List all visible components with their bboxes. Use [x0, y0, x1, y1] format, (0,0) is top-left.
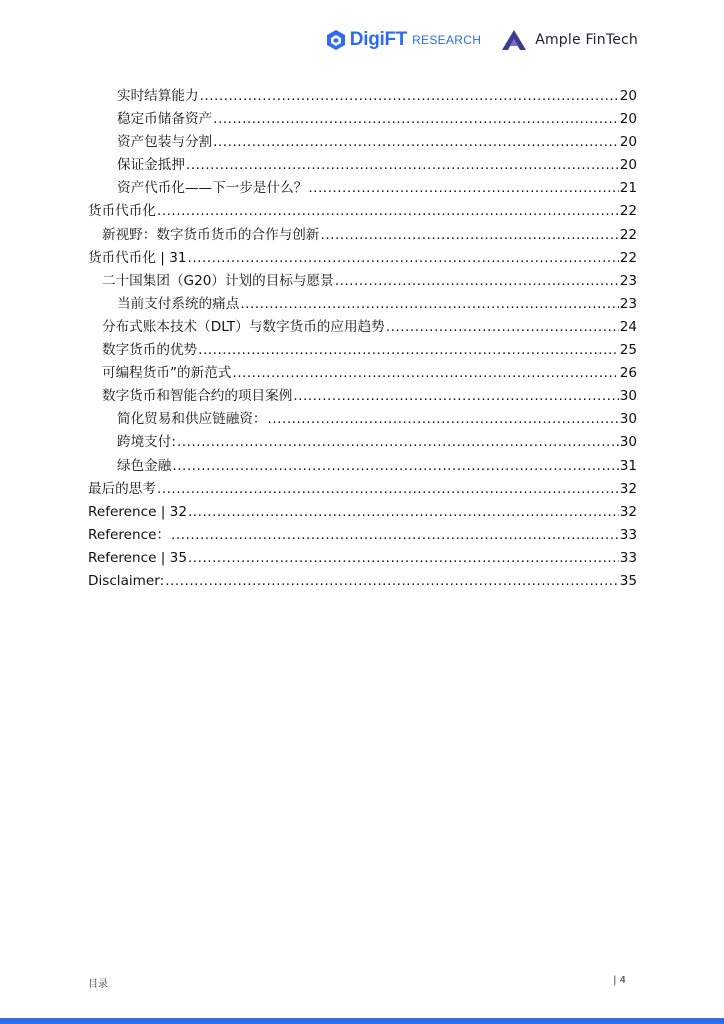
toc-entry[interactable]: [88, 362, 637, 385]
table-of-contents: [88, 85, 637, 593]
toc-entry-page: 30: [619, 434, 637, 451]
toc-entry[interactable]: [88, 570, 637, 593]
footer-page-number: | 4: [613, 975, 626, 986]
toc-dot-leader: [157, 478, 619, 501]
toc-entry[interactable]: [88, 501, 637, 524]
digift-name: DigiFT: [349, 29, 408, 50]
toc-dot-leader: [213, 131, 619, 154]
toc-entry-title: Disclaimer:: [88, 572, 165, 589]
toc-entry-page: 21: [619, 180, 637, 197]
toc-entry[interactable]: [88, 200, 637, 223]
toc-entry[interactable]: [88, 431, 637, 454]
toc-entry-page: 30: [619, 388, 637, 405]
toc-entry-title: 数字货币的优势: [102, 342, 198, 359]
toc-entry[interactable]: [88, 478, 637, 501]
toc-entry-title: 分布式账本技术（DLT）与数字货币的应用趋势: [102, 318, 385, 335]
ample-fintech-logo: [501, 29, 638, 51]
toc-entry-page: 32: [619, 480, 637, 497]
toc-dot-leader: [186, 154, 619, 177]
toc-entry-page: 31: [619, 457, 637, 474]
toc-entry-title: 绿色金融: [117, 457, 172, 474]
toc-entry-title: 二十国集团（G20）计划的目标与愿景: [102, 272, 334, 289]
toc-entry-page: 20: [619, 111, 637, 128]
toc-entry[interactable]: [88, 293, 637, 316]
toc-entry-title: 货币代币化 | 31: [88, 249, 187, 266]
toc-entry-page: 20: [619, 134, 637, 151]
toc-entry[interactable]: [88, 339, 637, 362]
toc-entry-title: 实时结算能力: [117, 88, 199, 104]
toc-dot-leader: [308, 177, 618, 200]
toc-dot-leader: [188, 247, 619, 270]
page-header: [325, 26, 638, 54]
toc-dot-leader: [171, 524, 619, 547]
toc-dot-leader: [200, 85, 619, 108]
toc-entry-page: 22: [619, 226, 637, 243]
toc-entry[interactable]: [88, 455, 637, 478]
toc-entry-title: 可编程货币”的新范式: [102, 365, 232, 382]
toc-entry[interactable]: [88, 270, 637, 293]
toc-dot-leader: [177, 431, 619, 454]
toc-entry[interactable]: [88, 408, 637, 431]
bottom-accent-bar: [0, 1018, 724, 1024]
toc-entry-title: 新视野：数字货币货币的合作与创新: [102, 226, 320, 243]
toc-entry-page: 30: [619, 411, 637, 428]
toc-entry-title: Reference | 35: [88, 549, 187, 566]
toc-entry-page: 20: [619, 88, 637, 104]
toc-dot-leader: [293, 385, 618, 408]
toc-dot-leader: [213, 108, 619, 131]
toc-entry-page: 33: [619, 549, 637, 566]
toc-entry-page: 32: [619, 503, 637, 520]
toc-entry-page: 33: [619, 526, 637, 543]
toc-entry-page: 23: [619, 295, 637, 312]
toc-entry-page: 20: [619, 157, 637, 174]
footer-section-label: 目录: [88, 979, 108, 990]
toc-dot-leader: [188, 547, 619, 570]
digift-research-label: RESEARCH: [412, 33, 482, 47]
toc-entry[interactable]: [88, 154, 637, 177]
toc-dot-leader: [232, 362, 618, 385]
ample-fintech-name: Ample FinTech: [535, 32, 638, 48]
toc-entry-title: 稳定币储备资产: [117, 111, 213, 128]
toc-dot-leader: [165, 570, 618, 593]
toc-dot-leader: [268, 408, 619, 431]
toc-entry-page: 22: [619, 249, 637, 266]
toc-entry[interactable]: [88, 224, 637, 247]
toc-entry[interactable]: [88, 316, 637, 339]
toc-entry-page: 26: [619, 365, 637, 382]
toc-entry-title: 当前支付系统的痛点: [117, 295, 240, 312]
toc-entry-title: Reference | 32: [88, 503, 187, 520]
toc-dot-leader: [198, 339, 619, 362]
toc-entry-title: 数字货币和智能合约的项目案例: [102, 388, 293, 405]
toc-entry-page: 35: [619, 572, 637, 589]
toc-entry[interactable]: [88, 108, 637, 131]
toc-dot-leader: [335, 270, 619, 293]
toc-entry-page: 22: [619, 203, 637, 220]
toc-entry[interactable]: [88, 524, 637, 547]
toc-dot-leader: [172, 455, 618, 478]
toc-entry[interactable]: [88, 177, 637, 200]
digift-logo: [325, 29, 481, 51]
toc-entry-title: 资产包装与分割: [117, 134, 213, 151]
toc-entry-page: 23: [619, 272, 637, 289]
toc-entry-page: 25: [619, 342, 637, 359]
toc-entry[interactable]: [88, 247, 637, 270]
toc-entry-title: 货币代币化: [88, 203, 156, 220]
ample-mark-icon: [501, 29, 527, 51]
toc-dot-leader: [188, 501, 619, 524]
toc-entry-page: 24: [619, 318, 637, 335]
toc-entry-title: 保证金抵押: [117, 157, 185, 174]
toc-entry[interactable]: [88, 85, 637, 108]
toc-entry-title: 资产代币化——下一步是什么？: [117, 180, 308, 197]
toc-entry-title: 简化贸易和供应链融资：: [117, 411, 267, 428]
toc-entry[interactable]: [88, 547, 637, 570]
toc-dot-leader: [157, 200, 619, 223]
toc-dot-leader: [386, 316, 619, 339]
toc-entry[interactable]: [88, 131, 637, 154]
toc-entry-title: 跨境支付:: [117, 434, 176, 451]
toc-dot-leader: [240, 293, 618, 316]
toc-entry-title: 最后的思考: [88, 480, 156, 497]
toc-dot-leader: [321, 224, 619, 247]
toc-entry[interactable]: [88, 385, 637, 408]
digift-mark-icon: [325, 29, 347, 51]
toc-entry-title: Reference：: [88, 526, 171, 543]
